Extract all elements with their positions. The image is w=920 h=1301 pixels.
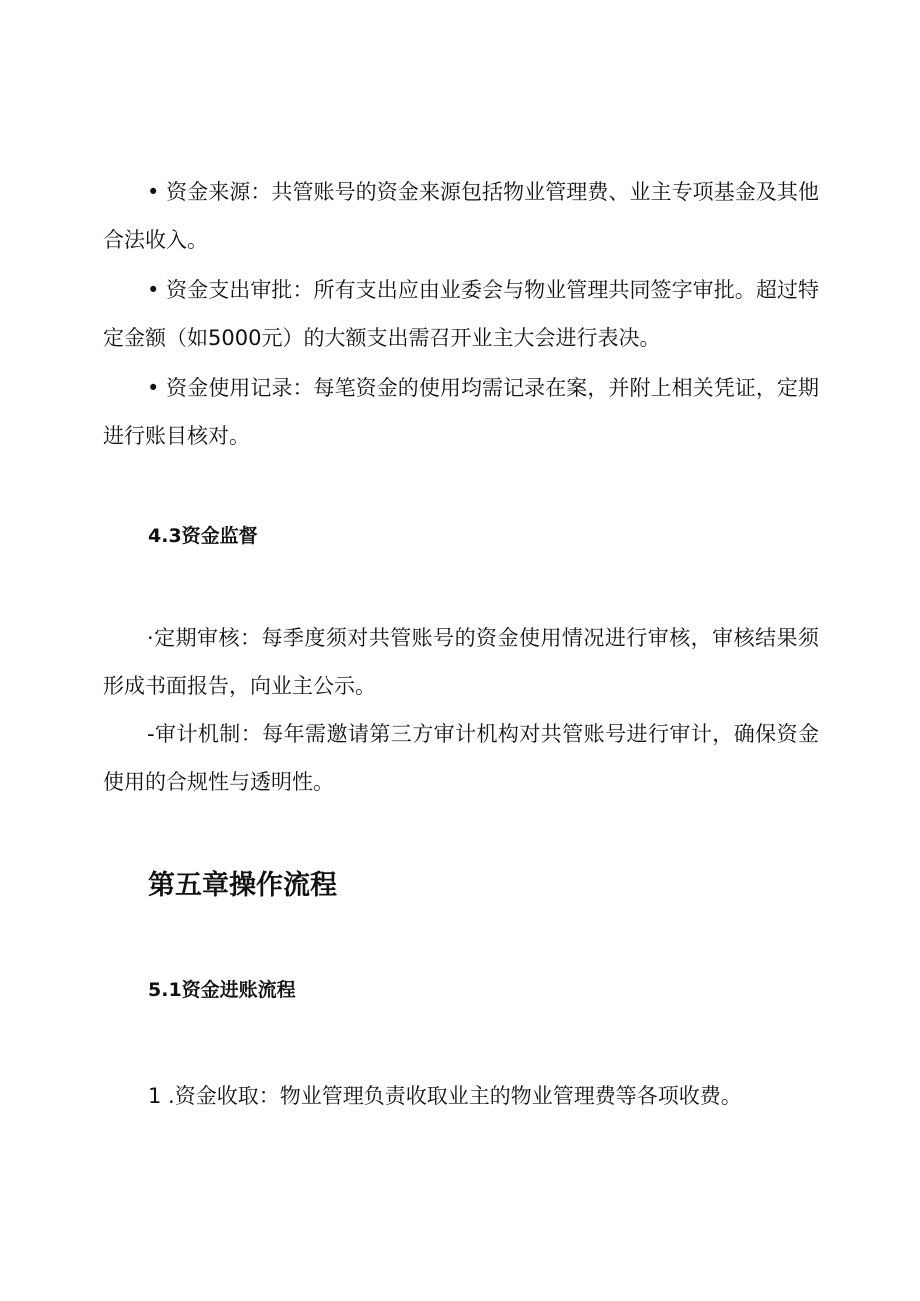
- paragraph-audit-mechanism: -审计机制：每年需邀请第三方审计机构对共管账号进行审计，确保资金使用的合规性与透明性。: [103, 722, 819, 794]
- list-item-fund-collection: 1 .资金收取：物业管理负责收取业主的物业管理费等各项收费。: [148, 1084, 742, 1108]
- chapter-title: 第五章操作流程: [148, 870, 337, 901]
- paragraph-expense-approval: • 资金支出审批：所有支出应由业委会与物业管理共同签字审批。超过特定金额（如5000元）的大额支出需召开业主大会进行表决。: [103, 278, 819, 350]
- paragraph-fund-source: • 资金来源：共管账号的资金来源包括物业管理费、业主专项基金及其他合法收入。: [103, 180, 819, 252]
- section-heading-5-1: 5.1资金进账流程: [148, 979, 296, 1001]
- paragraph-periodic-review: ·定期审核：每季度须对共管账号的资金使用情况进行审核，审核结果须形成书面报告，向业主公示。: [103, 626, 819, 698]
- section-heading-4-3: 4.3资金监督: [148, 525, 258, 547]
- paragraph-usage-record: • 资金使用记录：每笔资金的使用均需记录在案，并附上相关凭证，定期进行账目核对。: [103, 376, 819, 448]
